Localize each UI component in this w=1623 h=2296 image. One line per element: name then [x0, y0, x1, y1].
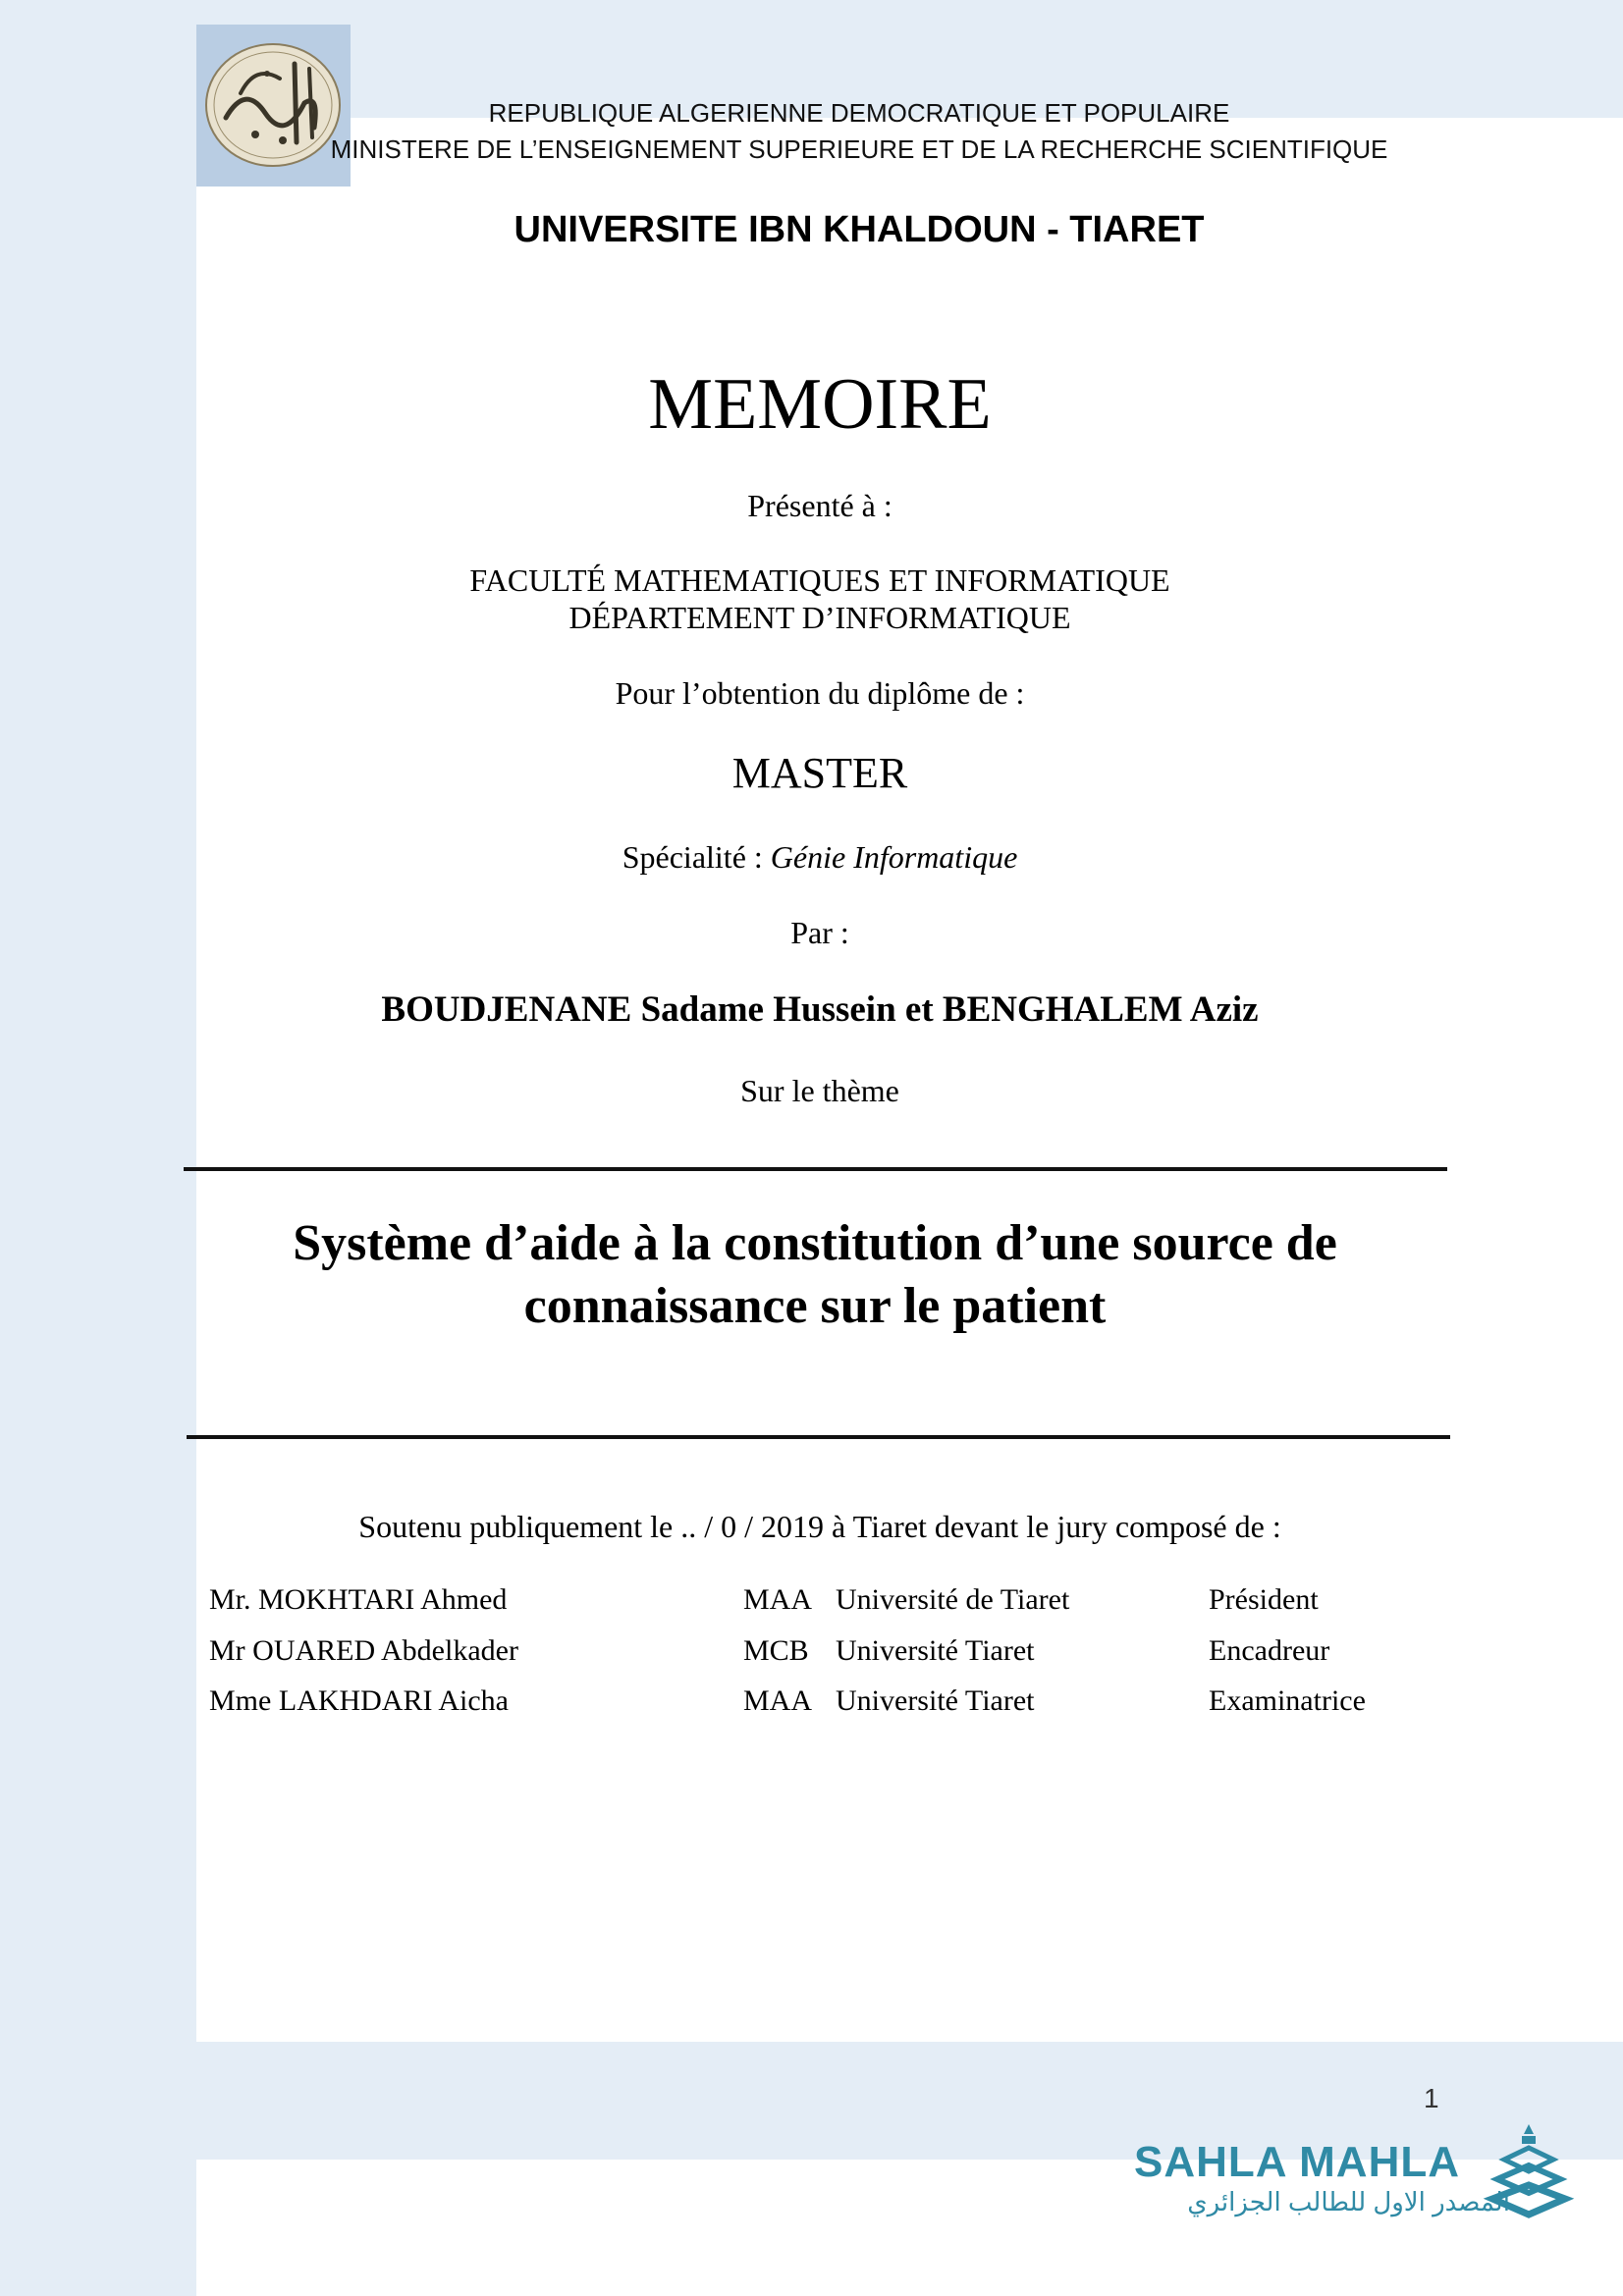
specialty-value: Génie Informatique [770, 839, 1018, 875]
jury-institution: Université Tiaret [836, 1634, 1035, 1667]
jury-row [209, 1684, 1436, 1734]
bottom-divider [187, 1435, 1450, 1439]
left-band [0, 0, 196, 2296]
jury-role: Examinatrice [1209, 1684, 1366, 1717]
specialty-label: Spécialité : [622, 839, 763, 875]
diploma-name: MASTER [731, 749, 908, 797]
specialty-line [295, 839, 1345, 876]
presented-to: Présenté à : [747, 488, 893, 523]
jury-grade: MCB [743, 1634, 809, 1667]
jury-name: Mr. MOKHTARI Ahmed [209, 1583, 508, 1616]
jury-role: Encadreur [1209, 1634, 1330, 1667]
jury-row [209, 1634, 1436, 1683]
brand-logo-text: SAHLA MAHLA [1134, 2138, 1460, 2186]
jury-institution: Université Tiaret [836, 1684, 1035, 1717]
jury-row [209, 1583, 1436, 1632]
jury-name: Mr OUARED Abdelkader [209, 1634, 518, 1667]
brand-logo-icon [1483, 2120, 1576, 2223]
republic-line: REPUBLIQUE ALGERIENNE DEMOCRATIQUE ET POPULAIRE [488, 98, 1230, 128]
thesis-title [216, 1212, 1414, 1338]
faculty-name: FACULTÉ MATHEMATIQUES ET INFORMATIQUE [469, 562, 1170, 598]
jury-grade: MAA [743, 1684, 813, 1717]
defense-statement: Soutenu publiquement le .. / 0 / 2019 à Tiaret devant le jury composé de : [358, 1509, 1281, 1544]
theme-intro: Sur le thème [740, 1073, 899, 1108]
page-number: 1 [1424, 2083, 1439, 2113]
jury-institution: Université de Tiaret [836, 1583, 1070, 1616]
thesis-title-line-1: Système d’aide à la constitution d’une source de [293, 1215, 1337, 1271]
department-name: DÉPARTEMENT D’INFORMATIQUE [568, 600, 1071, 635]
ministry-line: MINISTERE DE L’ENSEIGNEMENT SUPERIEURE ET DE LA RECHERCHE SCIENTIFIQUE [330, 134, 1388, 164]
document-title: MEMOIRE [648, 364, 992, 445]
by-label: Par : [790, 915, 849, 950]
brand-tagline: المصدر الاول للطالب الجزائري [1187, 2187, 1510, 2216]
diploma-intro: Pour l’obtention du diplôme de : [615, 675, 1025, 711]
authors: BOUDJENANE Sadame Hussein et BENGHALEM Aziz [381, 989, 1259, 1030]
university-name: UNIVERSITE IBN KHALDOUN - TIARET [514, 209, 1205, 250]
top-divider [184, 1167, 1447, 1171]
jury-name: Mme LAKHDARI Aicha [209, 1684, 509, 1717]
thesis-title-line-2: connaissance sur le patient [523, 1278, 1107, 1334]
jury-role: Président [1209, 1583, 1319, 1616]
jury-grade: MAA [743, 1583, 813, 1616]
